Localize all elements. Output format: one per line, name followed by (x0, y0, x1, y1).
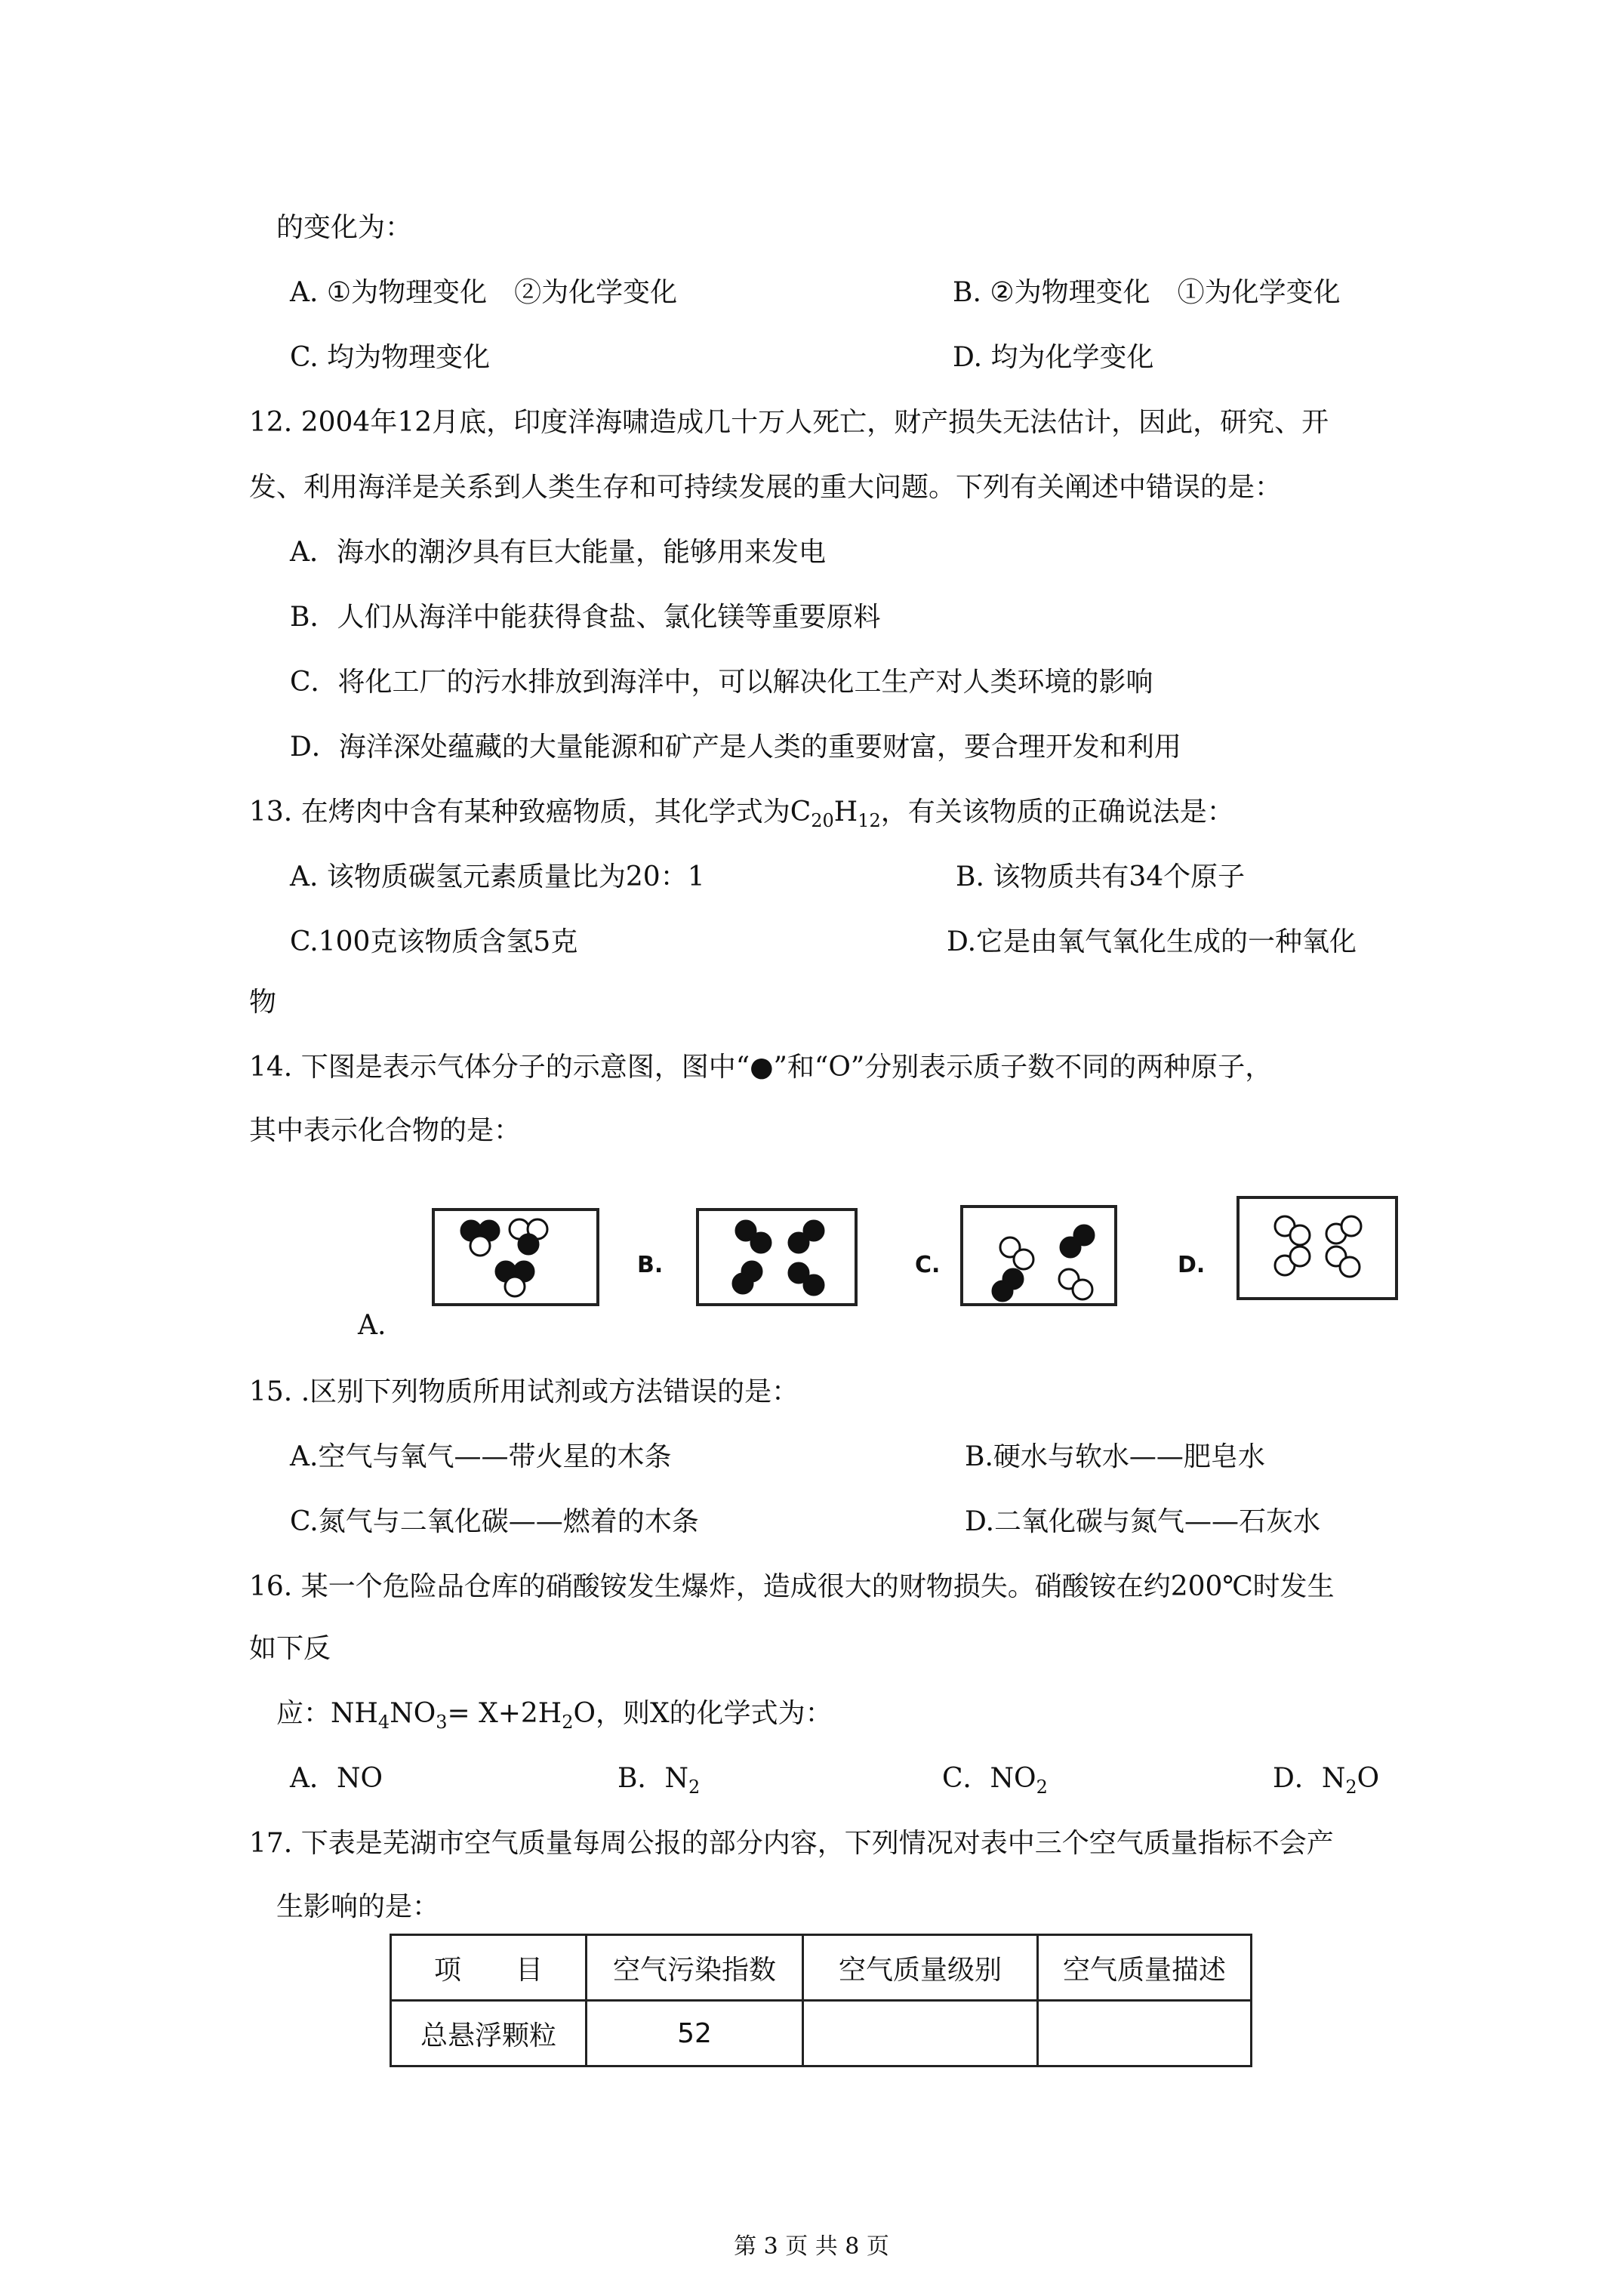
q16-eq-mid: = X+2H (447, 1698, 562, 1729)
q11-option-d: D. 均为化学变化 (953, 342, 1154, 373)
q16-eq-sub-1: 4 (377, 1712, 390, 1734)
table-header-description: 空气质量描述 (1038, 1935, 1252, 2001)
table-cell-index: 52 (587, 2001, 803, 2066)
q16-option-c-sub: 2 (1036, 1777, 1048, 1798)
q11-option-b: B. ②为物理变化 ①为化学变化 (953, 277, 1341, 308)
table-header-level: 空气质量级别 (803, 1935, 1038, 2001)
table-cell-level (803, 2001, 1038, 2066)
q13-stem (249, 796, 1234, 832)
q16-option-b-text: B．N (617, 1763, 688, 1794)
q15-option-a: A.空气与氧气——带火星的木条 (290, 1441, 672, 1472)
q14-stem-line1: 14. 下图是表示气体分子的示意图，图中“●”和“O”分别表示质子数不同的两种原子， (249, 1052, 1273, 1083)
table-header-index: 空气污染指数 (587, 1935, 803, 2001)
q14-stem-line2: 其中表示化合物的是： (249, 1115, 522, 1146)
q16-eq-suffix: O，则X的化学式为： (573, 1698, 833, 1729)
table-header-row (391, 1935, 1252, 2001)
q16-option-b (617, 1762, 701, 1798)
page-footer: 第 3 页 共 8 页 (734, 2233, 889, 2260)
q13-subscript-h: 12 (858, 810, 881, 832)
diagram-c-molecules (960, 1205, 1117, 1306)
q16-option-d-post: O (1357, 1763, 1380, 1794)
q16-option-d-sub: 2 (1345, 1777, 1357, 1798)
q11-option-c: C. 均为物理变化 (290, 342, 491, 373)
q13-option-a: A. 该物质碳氢元素质量比为20：1 (290, 861, 705, 892)
q13-stem-prefix: 13. 在烤肉中含有某种致癌物质，其化学式为C (249, 797, 812, 827)
q12-option-c: C．将化工厂的污水排放到海洋中，可以解决化工生产对人类环境的影响 (290, 667, 1153, 698)
table-row (391, 2001, 1252, 2066)
q13-stem-mid: H (833, 797, 858, 827)
table-cell-item: 总悬浮颗粒 (391, 2001, 587, 2066)
diagram-b-molecules (696, 1208, 858, 1306)
q15-option-b: B.硬水与软水——肥皂水 (965, 1441, 1265, 1472)
diagram-a-label: A. (358, 1310, 387, 1341)
q16-option-c-text: C．NO (942, 1763, 1036, 1794)
q16-option-a: A．NO (290, 1763, 383, 1794)
table-header-item: 项 目 (391, 1935, 587, 2001)
q16-eq-prefix: 应：NH (276, 1698, 378, 1729)
q16-eq-no: NO (390, 1698, 436, 1729)
q13-stem-suffix: ，有关该物质的正确说法是： (880, 797, 1234, 827)
q16-stem-line1: 16. 某一个危险品仓库的硝酸铵发生爆炸，造成很大的财物损失。硝酸铵在约200℃时发生 (249, 1571, 1335, 1602)
air-quality-table (390, 1934, 1252, 2067)
q16-option-b-sub: 2 (688, 1777, 701, 1798)
q13-subscript-c: 20 (811, 810, 834, 832)
q17-stem-line1: 17. 下表是芜湖市空气质量每周公报的部分内容，下列情况对表中三个空气质量指标不会产 (249, 1828, 1334, 1859)
q11-option-a: A. ①为物理变化 ②为化学变化 (290, 277, 678, 308)
q16-eq-sub-2: 3 (436, 1712, 448, 1734)
q12-stem-line2: 发、利用海洋是关系到人类生存和可持续发展的重大问题。下列有关阐述中错误的是： (249, 472, 1283, 503)
table-cell-description (1038, 2001, 1252, 2066)
q11-stem-tail: 的变化为： (276, 212, 413, 243)
q12-option-a: A．海水的潮汐具有巨大能量，能够用来发电 (290, 537, 826, 568)
q13-option-b: B. 该物质共有34个原子 (956, 861, 1246, 892)
q13-option-d: D.它是由氧气氧化生成的一种氧化 (947, 926, 1357, 957)
diagram-a-molecules (432, 1208, 599, 1306)
q16-equation (276, 1697, 833, 1734)
q13-option-c: C.100克该物质含氢5克 (290, 926, 578, 957)
q16-option-d-text: D．N (1273, 1763, 1346, 1794)
diagram-c-label: C. (915, 1252, 941, 1278)
q16-option-d (1273, 1762, 1380, 1798)
q16-eq-sub-3: 2 (562, 1712, 574, 1734)
diagram-d-label: D. (1178, 1252, 1206, 1278)
q15-option-c: C.氮气与二氧化碳——燃着的木条 (290, 1506, 699, 1537)
q15-option-d: D.二氧化碳与氮气——石灰水 (965, 1506, 1321, 1537)
q16-option-c (942, 1762, 1048, 1798)
q17-stem-line2: 生影响的是： (276, 1891, 440, 1922)
q12-option-b: B．人们从海洋中能获得食盐、氯化镁等重要原料 (290, 602, 881, 633)
q12-stem-line1: 12. 2004年12月底，印度洋海啸造成几十万人死亡，财产损失无法估计，因此，研究、开 (249, 407, 1329, 438)
diagram-d-molecules (1236, 1196, 1398, 1300)
q16-stem-line2: 如下反 (249, 1633, 331, 1664)
q13-option-d-wrap: 物 (249, 987, 277, 1018)
q12-option-d: D．海洋深处蕴藏的大量能源和矿产是人类的重要财富，要合理开发和利用 (290, 732, 1181, 763)
q15-stem: 15. .区别下列物质所用试剂或方法错误的是： (249, 1376, 799, 1407)
diagram-b-label: B. (637, 1252, 664, 1278)
